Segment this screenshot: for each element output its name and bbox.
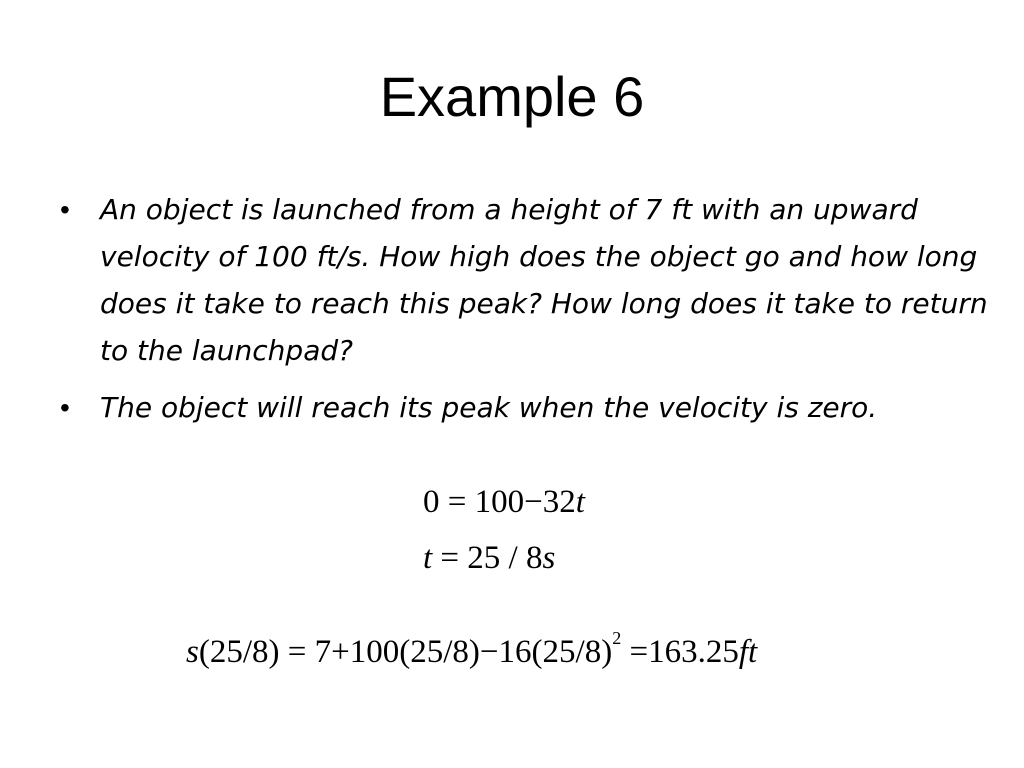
bullet-item-question (60, 186, 990, 374)
eq3-result: 163.25 (648, 634, 739, 670)
eq3-term1: 7 (314, 634, 332, 670)
eq1-constant: 100 (474, 484, 525, 520)
bullet-text-question: An object is launched from a height of 7 ft with an upward velocity of 100 ft/s. How high does the object go and how long does it take to reach this peak? How long does it take to return to the launchpad? (100, 193, 988, 367)
equation-velocity-zero (423, 482, 585, 522)
eq2-equals: = (440, 540, 460, 576)
eq3-argument: (25/8) (198, 634, 280, 670)
eq1-equals: = (447, 484, 467, 520)
eq1-minus: − (524, 484, 543, 520)
eq3-equals-result: = (629, 634, 649, 670)
eq2-unit: s (542, 540, 556, 576)
eq3-term2: 100(25/8) (349, 634, 480, 670)
bullet-icon: • (60, 392, 70, 423)
eq1-variable: t (575, 484, 585, 520)
eq1-lhs: 0 (423, 484, 440, 520)
bullet-icon: • (60, 194, 70, 225)
eq3-exponent: 2 (612, 628, 622, 648)
eq3-term3: 16(25/8) (498, 634, 613, 670)
equation-peak-height (186, 628, 758, 672)
eq1-coefficient: 32 (542, 484, 576, 520)
equation-peak-time (423, 538, 555, 578)
bullet-list (60, 186, 990, 441)
eq2-variable: t (423, 540, 433, 576)
eq2-value: 25 / 8 (467, 540, 543, 576)
eq3-unit: ft (738, 634, 758, 670)
eq3-equals: = (287, 634, 307, 670)
slide-title: Example 6 (379, 65, 645, 128)
bullet-text-peak: The object will reach its peak when the velocity is zero. (100, 391, 878, 424)
eq3-minus: − (479, 634, 499, 670)
eq3-plus: + (331, 634, 350, 670)
eq3-function: s (186, 634, 199, 670)
bullet-item-peak (60, 384, 990, 431)
